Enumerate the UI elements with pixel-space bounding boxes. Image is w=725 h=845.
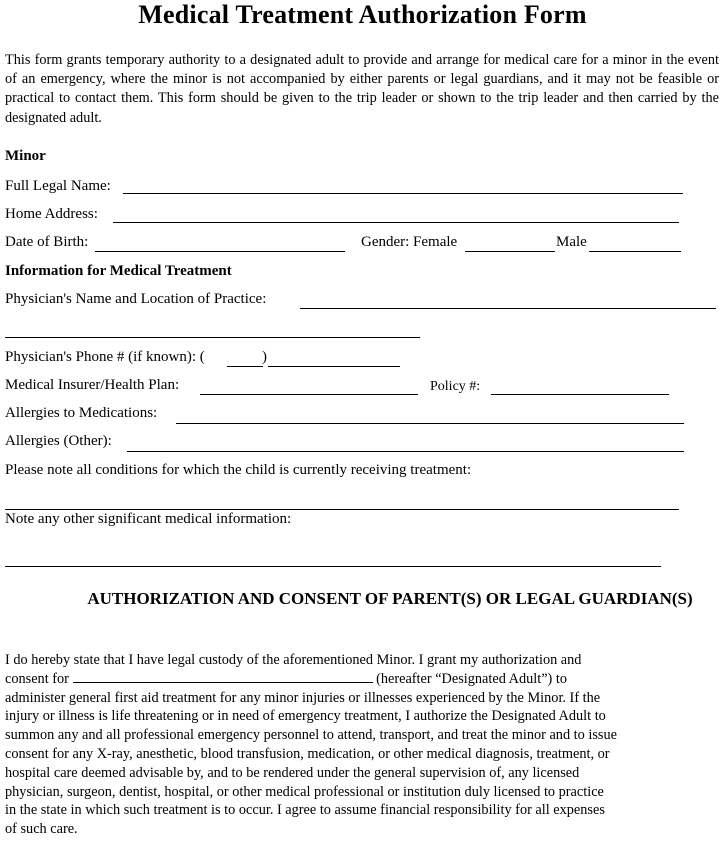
- physician-phone-area-code-field[interactable]: [227, 366, 263, 367]
- full-legal-name-label: Full Legal Name:: [5, 178, 111, 194]
- physician-phone-field[interactable]: [268, 366, 400, 367]
- consent-line: I do hereby state that I have legal custody of the aforementioned Minor. I grant my authorization and: [5, 652, 582, 668]
- dob-label: Date of Birth:: [5, 234, 89, 250]
- physician-label: Physician's Name and Location of Practice:: [5, 291, 267, 307]
- other-info-label: Note any other significant medical information:: [5, 511, 292, 527]
- form-title: Medical Treatment Authorization Form: [138, 0, 587, 29]
- consent-line: injury or illness is life threatening or in need of emergency treatment, I authorize the Designated Adult to: [5, 708, 606, 725]
- consent-for-label: consent for: [5, 670, 69, 687]
- designated-adult-field[interactable]: [73, 670, 373, 683]
- medical-heading: Information for Medical Treatment: [5, 263, 232, 279]
- physician-phone-label: Physician's Phone # (if known): (: [5, 349, 205, 365]
- consent-line: consent for any X-ray, anesthetic, blood transfusion, medication, or other medical diagnosis, treatment, or: [5, 745, 610, 762]
- conditions-label: Please note all conditions for which the child is currently receiving treatment:: [5, 462, 472, 478]
- other-info-field[interactable]: [5, 566, 661, 567]
- insurer-label: Medical Insurer/Health Plan:: [5, 377, 180, 393]
- home-address-label: Home Address:: [5, 206, 98, 222]
- allergies-medications-label: Allergies to Medications:: [5, 405, 158, 421]
- gender-female-field[interactable]: [465, 251, 555, 252]
- minor-heading: Minor: [5, 148, 46, 164]
- allergies-medications-field[interactable]: [176, 423, 684, 424]
- allergies-other-field[interactable]: [127, 451, 684, 452]
- intro-paragraph: This form grants temporary authority to a designated adult to provide and arrange for medical care for a minor in the event of an emergency, where the minor is not accompanied by either parents or legal guardians, and it may not be feasible or practical to contact them. This form should be given to the trip leader or shown to the trip leader and then carried by the designated adult.: [5, 52, 719, 126]
- physician-phone-paren: ): [262, 349, 267, 365]
- consent-paragraph: [5, 651, 720, 839]
- policy-field[interactable]: [491, 394, 669, 395]
- insurer-field[interactable]: [200, 394, 418, 395]
- gender-male-label: Male: [556, 234, 587, 250]
- allergies-other-label: Allergies (Other):: [5, 433, 112, 449]
- consent-line: hospital care deemed advisable by, and to be rendered under the general supervision of, any licensed: [5, 764, 580, 781]
- consent-line-designated-adult: [5, 670, 720, 689]
- gender-male-field[interactable]: [589, 251, 681, 252]
- authorization-heading: AUTHORIZATION AND CONSENT OF PARENT(S) OR LEGAL GUARDIAN(S): [87, 589, 693, 608]
- consent-line: summon any and all professional emergency personnel to attend, transport, and treat the minor and to issue: [5, 727, 617, 744]
- consent-line: of such care.: [5, 821, 78, 838]
- conditions-field[interactable]: [5, 509, 679, 510]
- physician-field-continued[interactable]: [5, 337, 420, 338]
- consent-line: physician, surgeon, dentist, hospital, or other medical professional or institution duly licensed to practice: [5, 783, 604, 800]
- gender-female-label: Gender: Female: [361, 234, 458, 250]
- designated-adult-suffix: (hereafter “Designated Adult”) to: [376, 670, 568, 687]
- full-legal-name-field[interactable]: [123, 193, 683, 194]
- home-address-field[interactable]: [113, 222, 679, 223]
- dob-field[interactable]: [95, 251, 345, 252]
- consent-line: administer general first aid treatment for any minor injuries or illnesses experienced by the Minor. If the: [5, 689, 601, 706]
- policy-label: Policy #:: [430, 379, 481, 394]
- physician-field[interactable]: [300, 308, 716, 309]
- consent-line: in the state in which such treatment is to occur. I agree to assume financial responsibility for all expenses: [5, 802, 605, 819]
